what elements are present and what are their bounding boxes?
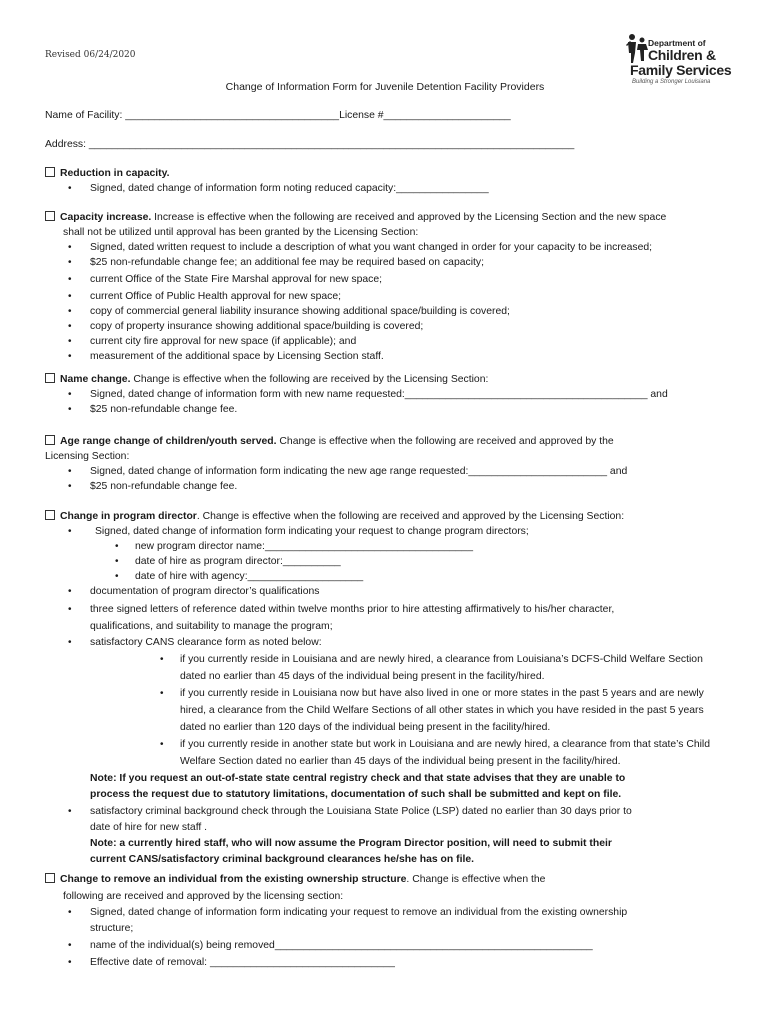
list-item-cont: qualifications, and suitability to manage the program; (90, 621, 333, 632)
list-item: • Signed, dated written request to include a description of what you want changed in order for your capacity to be increased; (45, 240, 735, 255)
list-item: • if you currently reside in another state but work in Louisiana and are newly hired, a clearance from that state’s Child (45, 737, 735, 752)
list-item: • satisfactory CANS clearance form as noted below: (45, 635, 735, 650)
name-change-intro: Change is effective when the following are received by the Licensing Section: (130, 374, 489, 385)
list-item: • if you currently reside in Louisiana now but have also lived in one or more states in the past 5 years and are newly (45, 686, 735, 701)
ownership-intro: . Change is effective when the (406, 874, 546, 885)
logo-tagline: Building a Stronger Louisiana (632, 79, 711, 85)
capacity-intro-cont: shall not be utilized until approval has been granted by the Licensing Section: (63, 227, 419, 238)
list-item: • measurement of the additional space by Licensing Section staff. (45, 349, 735, 364)
ownership-intro-cont: following are received and approved by the licensing section: (63, 891, 344, 902)
program-director-heading: Change in program director (60, 511, 197, 522)
list-item: • $25 non-refundable change fee. (45, 479, 735, 494)
reduction-checkbox[interactable] (45, 167, 55, 177)
name-change-heading: Name change. (60, 374, 131, 385)
capacity-heading: Capacity increase. (60, 212, 152, 223)
list-item: • date of hire as program director:__________ (45, 554, 735, 569)
note-out-of-state: Note: If you request an out-of-state state central registry check and that state advises that they are unable to (90, 773, 626, 784)
note-out-of-state-cont: process the request due to statutory limitations, documentation of such shall be submitted and kept on file. (90, 789, 622, 800)
list-item-cont: Welfare Section dated no earlier than 45 days of the individual being present in the facility/hired. (180, 756, 621, 767)
note-current-staff: Note: a currently hired staff, who will now assume the Program Director position, will need to submit their (90, 838, 612, 849)
capacity-checkbox[interactable] (45, 211, 55, 221)
reduction-heading: Reduction in capacity. (60, 168, 170, 179)
list-item: • new program director name:____________________________________ (45, 539, 735, 554)
age-range-intro: Change is effective when the following are received and approved by the (276, 436, 614, 447)
section-capacity (45, 210, 735, 364)
list-item: • date of hire with agency:____________________ (45, 569, 735, 584)
list-item: • current city fire approval for new space (if applicable); and (45, 334, 735, 349)
list-item-cont: date of hire for new staff . (90, 822, 208, 833)
program-director-intro: . Change is effective when the following are received and approved by the Licensing Section: (196, 511, 625, 522)
list-item: • if you currently reside in Louisiana and are newly hired, a clearance from Louisiana’s DCFS-Child Welfare Section (45, 652, 735, 667)
list-item: • Signed, dated change of information form with new name requested:__________________________________________ and (45, 387, 735, 402)
logo-line-department: Department of (648, 38, 706, 48)
section-ownership (45, 872, 735, 970)
list-item: • Signed, dated change of information form noting reduced capacity:________________ (45, 181, 735, 196)
list-item: • documentation of program director’s qualifications (45, 584, 735, 599)
list-item: • three signed letters of reference dated within twelve months prior to hire attesting affirmatively to his/her character, (45, 602, 735, 617)
revision-date: Revised 06/24/2020 (45, 50, 136, 60)
family-figures-icon (626, 33, 650, 65)
list-item: • Signed, dated change of information form indicating the new age range requested:________________________ and (45, 464, 735, 479)
age-range-heading: Age range change of children/youth served. (60, 436, 277, 447)
section-program-director (45, 509, 735, 867)
capacity-intro: Increase is effective when the following are received and approved by the Licensing Section and the new space (151, 212, 667, 223)
list-item: • current Office of Public Health approval for new space; (45, 289, 735, 304)
list-item: • current Office of the State Fire Marshal approval for new space; (45, 272, 735, 287)
logo-line-family-services: Family Services (630, 62, 732, 78)
ownership-heading: Change to remove an individual from the existing ownership structure (60, 874, 407, 885)
list-item-cont: hired, a clearance from the Child Welfare Sections of all other states in which you have resided in the past 5 years (180, 705, 704, 716)
ownership-checkbox[interactable] (45, 873, 55, 883)
form-title: Change of Information Form for Juvenile Detention Facility Providers (225, 81, 545, 93)
list-item: • $25 non-refundable change fee; an additional fee may be required based on capacity; (45, 255, 735, 270)
section-reduction (45, 166, 735, 196)
list-item: • name of the individual(s) being removed_______________________________________________________ (45, 938, 735, 953)
address-field[interactable]: Address: ____________________________________________________________________________________ (45, 139, 575, 150)
logo-line-children: Children & (648, 47, 716, 63)
list-item: • Signed, dated change of information form indicating your request to change program directors; (45, 524, 735, 539)
name-change-checkbox[interactable] (45, 373, 55, 383)
list-item-cont: dated no earlier than 120 days of the individual being present in the facility/hired. (180, 722, 551, 733)
list-item: • $25 non-refundable change fee. (45, 402, 735, 417)
list-item: • Effective date of removal: ________________________________ (45, 955, 735, 970)
list-item-cont: dated no earlier than 45 days of the individual being present in the facility/hired. (180, 671, 545, 682)
age-range-intro-cont: Licensing Section: (45, 451, 130, 462)
list-item: • satisfactory criminal background check through the Louisiana State Police (LSP) dated no earlier than 30 days prior to (45, 804, 735, 819)
program-director-checkbox[interactable] (45, 510, 55, 520)
section-age-range (45, 434, 735, 494)
list-item: • copy of property insurance showing additional space/building is covered; (45, 319, 735, 334)
age-range-checkbox[interactable] (45, 435, 55, 445)
list-item-cont: structure; (90, 923, 134, 934)
list-item: • Signed, dated change of information form indicating your request to remove an individual from the existing ownership (45, 905, 735, 920)
section-name-change (45, 372, 735, 417)
note-current-staff-cont: current CANS/satisfactory criminal background clearances he/she has on file. (90, 854, 475, 865)
facility-license-field[interactable]: Name of Facility: _____________________________________License #______________________ (45, 110, 511, 121)
list-item: • copy of commercial general liability insurance showing additional space/building is covered; (45, 304, 735, 319)
